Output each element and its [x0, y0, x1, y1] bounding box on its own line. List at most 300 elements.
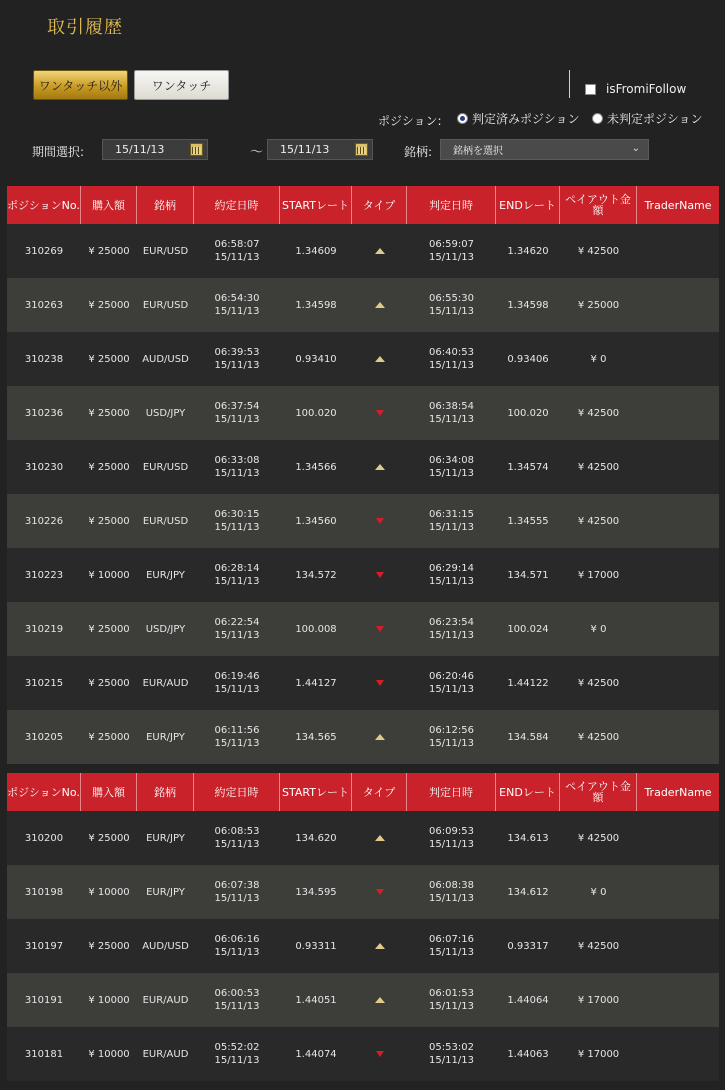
col-start-rate-cell: 1.34609: [295, 245, 337, 257]
time-value: 06:29:14: [429, 563, 474, 574]
datetime-stack: [215, 346, 260, 372]
column-header[interactable]: ポジションNo.: [7, 773, 81, 811]
col-type-cell: [352, 440, 407, 494]
col-trader-cell: [637, 224, 719, 278]
table-row: [7, 440, 719, 494]
col-amount-cell: ¥ 10000: [88, 569, 130, 581]
col-start-rate-cell: 1.34566: [295, 461, 337, 473]
date-value: 15/11/13: [214, 893, 260, 904]
time-value: 05:52:02: [214, 1042, 260, 1053]
column-header[interactable]: ENDレート: [496, 186, 560, 224]
col-start-rate-cell: 134.620: [295, 832, 337, 844]
arrow-up-icon: [375, 997, 385, 1003]
date-value: 15/11/13: [214, 1055, 260, 1066]
col-start-rate-cell: 1.44074: [295, 1048, 337, 1060]
arrow-down-icon: [376, 889, 384, 895]
datetime-stack: [215, 508, 260, 534]
col-end-rate-cell: 1.34620: [507, 245, 549, 257]
radio-settled-positions[interactable]: [457, 110, 579, 127]
follow-filter[interactable]: [585, 82, 686, 96]
column-header[interactable]: STARTレート: [280, 773, 352, 811]
col-judge-time-cell: [407, 811, 496, 865]
symbol-select-value: 銘柄を選択: [453, 146, 503, 157]
time-value: 06:01:53: [429, 988, 474, 999]
time-value: 05:53:02: [429, 1042, 474, 1053]
col-end-rate-cell: 1.44063: [507, 1048, 549, 1060]
col-judge-time-cell: [407, 548, 496, 602]
arrow-down-icon: [376, 1051, 384, 1057]
col-type-cell: [352, 278, 407, 332]
date-value: 15/11/13: [214, 414, 260, 425]
col-judge-time-cell: [407, 656, 496, 710]
col-end-rate-cell: 134.613: [507, 832, 549, 844]
datetime-stack: [429, 825, 474, 851]
col-end-rate-cell: 134.584: [507, 731, 549, 743]
date-value: 15/11/13: [429, 252, 474, 263]
table-row: [7, 919, 719, 973]
time-value: 06:12:56: [429, 725, 474, 736]
table-row: [7, 224, 719, 278]
col-symbol-cell: EUR/USD: [142, 461, 189, 473]
time-value: 06:07:38: [214, 880, 260, 891]
date-value: 15/11/13: [429, 738, 474, 749]
col-symbol-cell: USD/JPY: [145, 407, 186, 419]
tab-one-touch[interactable]: ワンタッチ: [134, 70, 229, 100]
datetime-stack: [215, 933, 260, 959]
col-trader-cell: [637, 919, 719, 973]
col-amount-cell: ¥ 10000: [88, 1048, 130, 1060]
col-judge-time-cell: [407, 494, 496, 548]
column-header[interactable]: 銘柄: [137, 773, 194, 811]
col-exec-time-cell: [194, 973, 280, 1027]
follow-checkbox[interactable]: [585, 84, 596, 95]
col-amount-cell: ¥ 25000: [88, 515, 130, 527]
col-amount-cell: ¥ 10000: [88, 886, 130, 898]
col-exec-time-cell: [194, 710, 280, 764]
col-symbol-cell: EUR/AUD: [142, 994, 189, 1006]
date-to-value: 15/11/13: [280, 143, 330, 156]
table-row: [7, 865, 719, 919]
col-symbol-cell: AUD/USD: [142, 940, 189, 952]
history-table: [7, 773, 719, 1081]
col-position-no-cell: 310205: [24, 731, 64, 743]
col-position-no-cell: 310223: [24, 569, 64, 581]
time-value: 06:34:08: [429, 455, 474, 466]
col-trader-cell: [637, 386, 719, 440]
col-payout-cell: ¥ 42500: [577, 940, 620, 952]
col-exec-time-cell: [194, 440, 280, 494]
time-value: 06:08:53: [214, 826, 260, 837]
column-header[interactable]: タイプ: [352, 186, 407, 224]
col-exec-time-cell: [194, 224, 280, 278]
arrow-down-icon: [376, 410, 384, 416]
col-payout-cell: ¥ 0: [590, 353, 607, 365]
datetime-stack: [215, 670, 260, 696]
date-value: 15/11/13: [429, 947, 474, 958]
col-end-rate-cell: 100.020: [507, 407, 549, 419]
col-type-cell: [352, 811, 407, 865]
arrow-up-icon: [375, 302, 385, 308]
time-value: 06:39:53: [214, 347, 260, 358]
column-header[interactable]: STARTレート: [280, 186, 352, 224]
col-exec-time-cell: [194, 811, 280, 865]
col-symbol-cell: EUR/AUD: [142, 1048, 189, 1060]
column-header[interactable]: 購入額: [81, 186, 137, 224]
col-trader-cell: [637, 973, 719, 1027]
col-symbol-cell: EUR/JPY: [146, 886, 185, 898]
date-value: 15/11/13: [429, 839, 474, 850]
datetime-stack: [215, 724, 260, 750]
time-value: 06:59:07: [429, 239, 474, 250]
date-value: 15/11/13: [429, 1001, 474, 1012]
time-value: 06:19:46: [214, 671, 260, 682]
col-trader-cell: [637, 548, 719, 602]
time-value: 06:22:54: [214, 617, 260, 628]
datetime-stack: [429, 933, 474, 959]
col-judge-time-cell: [407, 710, 496, 764]
col-exec-time-cell: [194, 548, 280, 602]
date-from-value: 15/11/13: [115, 143, 165, 156]
time-value: 06:54:30: [214, 293, 260, 304]
col-position-no-cell: 310200: [24, 832, 64, 844]
col-end-rate-cell: 1.34574: [507, 461, 549, 473]
time-value: 06:30:15: [214, 509, 260, 520]
column-header[interactable]: ペイアウト金額: [560, 186, 637, 224]
col-amount-cell: ¥ 25000: [88, 731, 130, 743]
col-position-no-cell: 310230: [24, 461, 64, 473]
col-trader-cell: [637, 602, 719, 656]
col-start-rate-cell: 134.595: [295, 886, 337, 898]
datetime-stack: [215, 1041, 260, 1067]
time-value: 06:40:53: [429, 347, 474, 358]
time-value: 06:20:46: [429, 671, 474, 682]
position-filter-label: ポジション:: [378, 114, 442, 128]
col-judge-time-cell: [407, 440, 496, 494]
time-value: 06:33:08: [214, 455, 260, 466]
col-trader-cell: [637, 494, 719, 548]
date-value: 15/11/13: [214, 468, 260, 479]
date-value: 15/11/13: [429, 684, 474, 695]
col-position-no-cell: 310215: [24, 677, 64, 689]
datetime-stack: [429, 987, 474, 1013]
table-row: [7, 811, 719, 865]
column-header[interactable]: タイプ: [352, 773, 407, 811]
time-value: 06:37:54: [214, 401, 260, 412]
col-judge-time-cell: [407, 1027, 496, 1081]
col-payout-cell: ¥ 42500: [577, 407, 620, 419]
time-value: 06:08:38: [429, 880, 474, 891]
arrow-down-icon: [376, 680, 384, 686]
datetime-stack: [429, 292, 474, 318]
datetime-stack: [429, 1041, 474, 1067]
date-value: 15/11/13: [429, 414, 474, 425]
column-header[interactable]: 購入額: [81, 773, 137, 811]
col-position-no-cell: 310226: [24, 515, 64, 527]
date-value: 15/11/13: [214, 306, 260, 317]
col-position-no-cell: 310191: [24, 994, 64, 1006]
col-judge-time-cell: [407, 278, 496, 332]
table-row: [7, 494, 719, 548]
col-end-rate-cell: 100.024: [507, 623, 549, 635]
datetime-stack: [429, 616, 474, 642]
time-value: 06:28:14: [214, 563, 260, 574]
radio-button[interactable]: [592, 113, 603, 124]
col-judge-time-cell: [407, 865, 496, 919]
history-table: [7, 186, 719, 764]
datetime-stack: [429, 724, 474, 750]
col-payout-cell: ¥ 42500: [577, 731, 620, 743]
datetime-stack: [215, 454, 260, 480]
col-type-cell: [352, 1027, 407, 1081]
date-from-input[interactable]: [102, 139, 208, 160]
col-symbol-cell: EUR/JPY: [146, 569, 185, 581]
col-amount-cell: ¥ 25000: [88, 832, 130, 844]
col-type-cell: [352, 602, 407, 656]
time-value: 06:11:56: [214, 725, 260, 736]
col-trader-cell: [637, 1027, 719, 1081]
datetime-stack: [215, 238, 260, 264]
date-value: 15/11/13: [214, 1001, 260, 1012]
col-position-no-cell: 310269: [24, 245, 64, 257]
col-exec-time-cell: [194, 386, 280, 440]
arrow-up-icon: [375, 248, 385, 254]
col-symbol-cell: EUR/AUD: [142, 677, 189, 689]
col-trader-cell: [637, 332, 719, 386]
column-header[interactable]: 約定日時: [194, 773, 280, 811]
col-amount-cell: ¥ 25000: [88, 461, 130, 473]
col-start-rate-cell: 134.565: [295, 731, 337, 743]
column-header[interactable]: 約定日時: [194, 186, 280, 224]
datetime-stack: [215, 292, 260, 318]
col-amount-cell: ¥ 25000: [88, 245, 130, 257]
time-value: 06:38:54: [429, 401, 474, 412]
col-judge-time-cell: [407, 386, 496, 440]
datetime-stack: [215, 616, 260, 642]
col-payout-cell: ¥ 42500: [577, 245, 620, 257]
col-start-rate-cell: 1.34560: [295, 515, 337, 527]
column-header[interactable]: TraderName: [644, 785, 712, 799]
col-position-no-cell: 310197: [24, 940, 64, 952]
period-label: 期間選択:: [32, 145, 85, 159]
col-symbol-cell: EUR/JPY: [146, 731, 185, 743]
col-type-cell: [352, 494, 407, 548]
datetime-stack: [429, 879, 474, 905]
arrow-up-icon: [375, 943, 385, 949]
col-start-rate-cell: 134.572: [295, 569, 337, 581]
time-value: 06:31:15: [429, 509, 474, 520]
col-type-cell: [352, 548, 407, 602]
col-symbol-cell: EUR/USD: [142, 245, 189, 257]
date-value: 15/11/13: [429, 468, 474, 479]
col-trader-cell: [637, 710, 719, 764]
arrow-down-icon: [376, 518, 384, 524]
col-type-cell: [352, 332, 407, 386]
divider: [569, 70, 570, 98]
datetime-stack: [215, 825, 260, 851]
date-value: 15/11/13: [429, 306, 474, 317]
col-trader-cell: [637, 656, 719, 710]
date-value: 15/11/13: [429, 576, 474, 587]
table-row: [7, 548, 719, 602]
date-value: 15/11/13: [214, 252, 260, 263]
date-value: 15/11/13: [214, 630, 260, 641]
datetime-stack: [429, 346, 474, 372]
date-value: 15/11/13: [429, 630, 474, 641]
radio-label: 未判定ポジション: [607, 112, 703, 126]
column-header[interactable]: ENDレート: [496, 773, 560, 811]
calendar-icon[interactable]: [190, 143, 203, 156]
datetime-stack: [215, 400, 260, 426]
col-symbol-cell: EUR/USD: [142, 515, 189, 527]
symbol-select[interactable]: [440, 139, 649, 160]
table-row: [7, 973, 719, 1027]
col-exec-time-cell: [194, 919, 280, 973]
time-value: 06:23:54: [429, 617, 474, 628]
date-value: 15/11/13: [214, 360, 260, 371]
datetime-stack: [429, 670, 474, 696]
datetime-stack: [429, 454, 474, 480]
col-amount-cell: ¥ 10000: [88, 994, 130, 1006]
col-amount-cell: ¥ 25000: [88, 940, 130, 952]
table-row: [7, 278, 719, 332]
symbol-filter-label: 銘柄:: [404, 145, 433, 159]
col-end-rate-cell: 0.93406: [507, 353, 549, 365]
table-row: [7, 386, 719, 440]
col-type-cell: [352, 710, 407, 764]
date-value: 15/11/13: [214, 576, 260, 587]
col-payout-cell: ¥ 0: [590, 886, 607, 898]
date-value: 15/11/13: [214, 947, 260, 958]
datetime-stack: [429, 400, 474, 426]
col-position-no-cell: 310198: [24, 886, 64, 898]
col-start-rate-cell: 1.44127: [295, 677, 337, 689]
col-exec-time-cell: [194, 656, 280, 710]
page-title: 取引履歴: [47, 17, 123, 38]
date-range-separator: 〜: [250, 145, 264, 160]
date-value: 15/11/13: [429, 522, 474, 533]
col-end-rate-cell: 134.612: [507, 886, 549, 898]
col-position-no-cell: 310181: [24, 1048, 64, 1060]
col-payout-cell: ¥ 25000: [577, 299, 620, 311]
datetime-stack: [429, 508, 474, 534]
table-row: [7, 602, 719, 656]
table-header: [7, 773, 719, 811]
col-trader-cell: [637, 278, 719, 332]
col-trader-cell: [637, 865, 719, 919]
col-amount-cell: ¥ 25000: [88, 353, 130, 365]
radio-label: 判定済みポジション: [472, 112, 580, 126]
time-value: 06:58:07: [214, 239, 260, 250]
col-symbol-cell: USD/JPY: [145, 623, 186, 635]
col-start-rate-cell: 100.008: [295, 623, 337, 635]
col-payout-cell: ¥ 17000: [577, 569, 620, 581]
arrow-down-icon: [376, 626, 384, 632]
col-position-no-cell: 310263: [24, 299, 64, 311]
col-type-cell: [352, 919, 407, 973]
col-start-rate-cell: 0.93311: [295, 940, 337, 952]
column-header[interactable]: 銘柄: [137, 186, 194, 224]
date-value: 15/11/13: [429, 893, 474, 904]
arrow-up-icon: [375, 356, 385, 362]
col-end-rate-cell: 134.571: [507, 569, 549, 581]
calendar-icon[interactable]: [355, 143, 368, 156]
column-header[interactable]: ポジションNo.: [7, 186, 81, 224]
column-header[interactable]: ペイアウト金額: [560, 773, 637, 811]
col-judge-time-cell: [407, 973, 496, 1027]
datetime-stack: [215, 879, 260, 905]
col-payout-cell: ¥ 42500: [577, 677, 620, 689]
date-to-input[interactable]: [267, 139, 373, 160]
col-exec-time-cell: [194, 494, 280, 548]
radio-button-selected[interactable]: [457, 113, 468, 124]
time-value: 06:09:53: [429, 826, 474, 837]
col-symbol-cell: AUD/USD: [142, 353, 189, 365]
tab-non-one-touch[interactable]: ワンタッチ以外: [33, 70, 128, 100]
col-position-no-cell: 310219: [24, 623, 64, 635]
table-row: [7, 332, 719, 386]
col-judge-time-cell: [407, 602, 496, 656]
col-start-rate-cell: 0.93410: [295, 353, 337, 365]
col-type-cell: [352, 656, 407, 710]
datetime-stack: [215, 987, 260, 1013]
col-end-rate-cell: 1.44122: [507, 677, 549, 689]
col-payout-cell: ¥ 42500: [577, 832, 620, 844]
col-type-cell: [352, 865, 407, 919]
col-exec-time-cell: [194, 865, 280, 919]
col-symbol-cell: EUR/USD: [142, 299, 189, 311]
col-start-rate-cell: 1.34598: [295, 299, 337, 311]
datetime-stack: [215, 562, 260, 588]
table-header: [7, 186, 719, 224]
arrow-up-icon: [375, 464, 385, 470]
time-value: 06:00:53: [214, 988, 260, 999]
time-value: 06:07:16: [429, 934, 474, 945]
col-payout-cell: ¥ 17000: [577, 1048, 620, 1060]
col-amount-cell: ¥ 25000: [88, 677, 130, 689]
date-value: 15/11/13: [429, 360, 474, 371]
col-position-no-cell: 310236: [24, 407, 64, 419]
col-judge-time-cell: [407, 332, 496, 386]
date-value: 15/11/13: [214, 839, 260, 850]
column-header[interactable]: 判定日時: [407, 773, 496, 811]
col-exec-time-cell: [194, 332, 280, 386]
table-row: [7, 710, 719, 764]
col-start-rate-cell: 100.020: [295, 407, 337, 419]
col-amount-cell: ¥ 25000: [88, 623, 130, 635]
col-type-cell: [352, 224, 407, 278]
column-header[interactable]: 判定日時: [407, 186, 496, 224]
col-type-cell: [352, 386, 407, 440]
col-exec-time-cell: [194, 602, 280, 656]
date-value: 15/11/13: [214, 522, 260, 533]
arrow-up-icon: [375, 734, 385, 740]
col-symbol-cell: EUR/JPY: [146, 832, 185, 844]
col-amount-cell: ¥ 25000: [88, 299, 130, 311]
col-exec-time-cell: [194, 278, 280, 332]
col-judge-time-cell: [407, 224, 496, 278]
column-header[interactable]: TraderName: [644, 198, 712, 212]
radio-unsettled-positions[interactable]: [592, 110, 702, 127]
col-payout-cell: ¥ 42500: [577, 515, 620, 527]
time-value: 06:06:16: [214, 934, 260, 945]
chevron-down-icon: ⌄: [631, 143, 640, 154]
col-payout-cell: ¥ 42500: [577, 461, 620, 473]
date-value: 15/11/13: [214, 684, 260, 695]
col-payout-cell: ¥ 0: [590, 623, 607, 635]
col-type-cell: [352, 973, 407, 1027]
col-end-rate-cell: 0.93317: [507, 940, 549, 952]
datetime-stack: [429, 238, 474, 264]
